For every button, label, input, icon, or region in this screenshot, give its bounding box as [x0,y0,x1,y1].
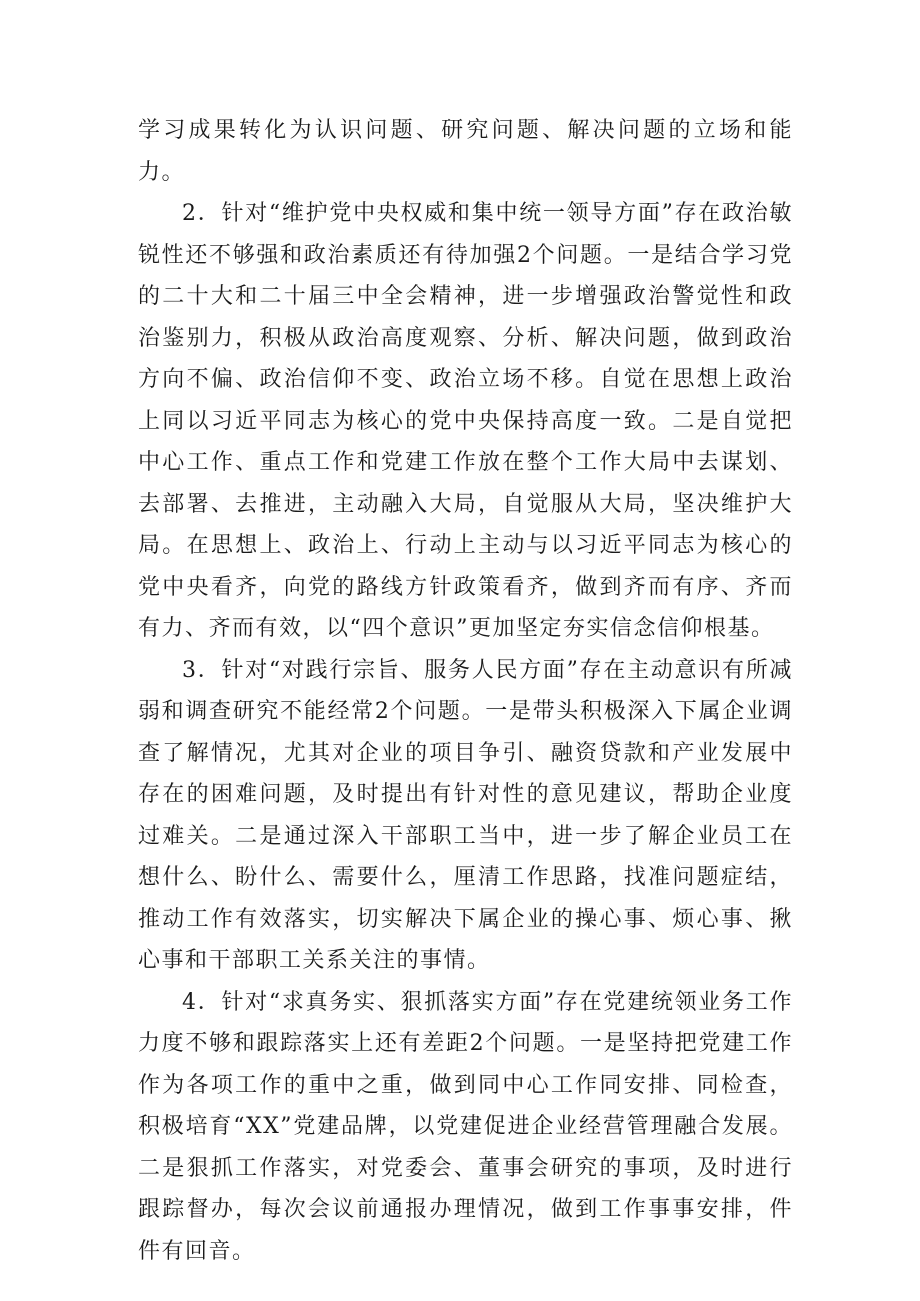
document-body [138,110,793,1272]
paragraph-item-3: 3．针对“对践行宗旨、服务人民方面”存在主动意识有所减弱和调查研究不能经常2个问题。一是带头积极深入下属企业调查了解情况，尤其对企业的项目争引、融资贷款和产业发展中存在的困难问题，及时提出有针对性的意见建议，帮助企业度过难关。二是通过深入干部职工当中，进一步了解企业员工在想什么、盼什么、需要什么，厘清工作思路，找准问题症结，推动工作有效落实，切实解决下属企业的操心事、烦心事、揪心事和干部职工关系关注的事情。 [138,657,793,973]
paragraph-item-2: 2．针对“维护党中央权威和集中统一领导方面”存在政治敏锐性还不够强和政治素质还有待加强2个问题。一是结合学习党的二十大和二十届三中全会精神，进一步增强政治警觉性和政治鉴别力，积极从政治高度观察、分析、解决问题，做到政治方向不偏、政治信仰不变、政治立场不移。自觉在思想上政治上同以习近平同志为核心的党中央保持高度一致。二是自觉把中心工作、重点工作和党建工作放在整个工作大局中去谋划、去部署、去推进，主动融入大局，自觉服从大局，坚决维护大局。在思想上、政治上、行动上主动与以习近平同志为核心的党中央看齐，向党的路线方针政策看齐，做到齐而有序、齐而有力、齐而有效，以“四个意识”更加坚定夯实信念信仰根基。 [138,201,793,641]
paragraph-continuation: 学习成果转化为认识问题、研究问题、解决问题的立场和能力。 [138,118,793,185]
paragraph-item-4: 4．针对“求真务实、狠抓落实方面”存在党建统领业务工作力度不够和跟踪落实上还有差距2个问题。一是坚持把党建工作作为各项工作的重中之重，做到同中心工作同安排、同检查，积极培育“XX”党建品牌，以党建促进企业经营管理融合发展。二是狠抓工作落实，对党委会、董事会研究的事项，及时进行跟踪督办，每次会议前通报办理情况，做到工作事事安排，件件有回音。 [138,989,793,1264]
